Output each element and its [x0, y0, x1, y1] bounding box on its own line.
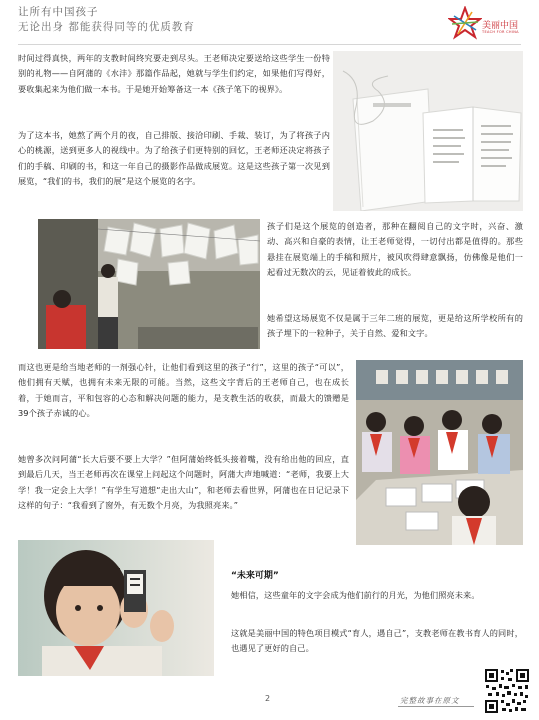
paragraph-7: 她相信，这些童年的文字会成为他们前行的月光，为他们照亮未来。 — [231, 590, 480, 600]
paragraph-4: 她希望这场展览不仅是属于三年二班的展览，更是给这所学校所有的孩子埋下的一粒种子，关于自然、爱和文字。 — [267, 313, 523, 339]
girl-with-stamp-photo — [18, 540, 214, 676]
paragraph-1: 时间过得真快，两年的支教时间终究要走到尽头。王老师决定要送给这些学生一份特别的礼物——自阿蒲的《水沣》那篇作品起，她就与学生们约定，如果他们写得好，要收集起来为他们做一本书。于是她开始筹备这一本《孩子笔下的视界》。 — [18, 53, 330, 94]
paragraph-3: 孩子们是这个展览的创造者，那种在翻阅自己的文字时，兴奋、激动、高兴和自豪的表情，让王老师觉得，一切付出都是值得的。那些悬挂在展览端上的手稿和照片，被风吹得肆意飘扬，仿佛像是他们一起看过无数次的云，见证着彼此的成长。 — [267, 221, 523, 277]
star-logo-icon — [448, 6, 482, 40]
qr-code-icon[interactable] — [484, 668, 530, 714]
exhibition-photo — [38, 219, 260, 349]
logo-cn-text: 美丽中国 — [482, 21, 519, 31]
book-photo — [333, 51, 523, 211]
classroom-photo — [356, 360, 523, 545]
paragraph-2: 为了这本书，她熬了两个月的夜，自己排版、接洽印刷、手裁、装订，为了将孩子内心的桃源，送到更多人的视线中。为了给孩子们更特别的回忆，王老师还决定将孩子们的手稿、印刷的书，和这一年自己的摄影作品做成展览。这是这些孩子第一次见到展览，“我们的书，我们的展”是这个展览的名字。 — [18, 130, 330, 186]
paragraph-6: 她曾多次问阿蒲“长大后要不要上大学？”但阿蒲始终低头接着嘴，没有给出他的回应，直到最后几天，当王老师再次在课堂上问起这个问题时，阿蒲大声地喊道：“老师，我要上大学！我一定会上大学！”有学生写道想“走出大山”，和老师去看世界，阿蒲也在日记记录下这样的句子：“我看到了窗外，有无数个月亮，为我照亮来。” — [18, 454, 349, 510]
slogan-line-2: 无论出身 都能获得同等的优质教育 — [18, 21, 195, 33]
teach-for-china-logo — [448, 6, 524, 40]
read-more-underline — [398, 706, 474, 707]
read-more-label: 完整故事在原文 — [400, 696, 460, 705]
paragraph-5: 而这也更是给当地老师的一剂强心针，让他们看到这里的孩子“行”，这里的孩子“可以”，他们拥有天赋，也拥有未来无限的可能。当然，这些文字背后的王老师自己，也在成长着，于她而言，平和包容的心态和解决问题的能力，是支教生活的收获，而最大的馈赠是39个孩子赤诚的心。 — [18, 362, 349, 418]
header-divider — [18, 44, 521, 45]
slogan-line-1: 让所有中国孩子 — [18, 6, 99, 18]
logo-en-text: TEACH FOR CHINA — [482, 30, 519, 34]
future-heading: “未来可期” — [231, 571, 279, 581]
paragraph-8: 这就是美丽中国的特色项目模式“育人，遇自己”，支教老师在教书育人的同时，也遇见了更好的自己。 — [231, 628, 523, 654]
page-number: 2 — [265, 694, 271, 703]
